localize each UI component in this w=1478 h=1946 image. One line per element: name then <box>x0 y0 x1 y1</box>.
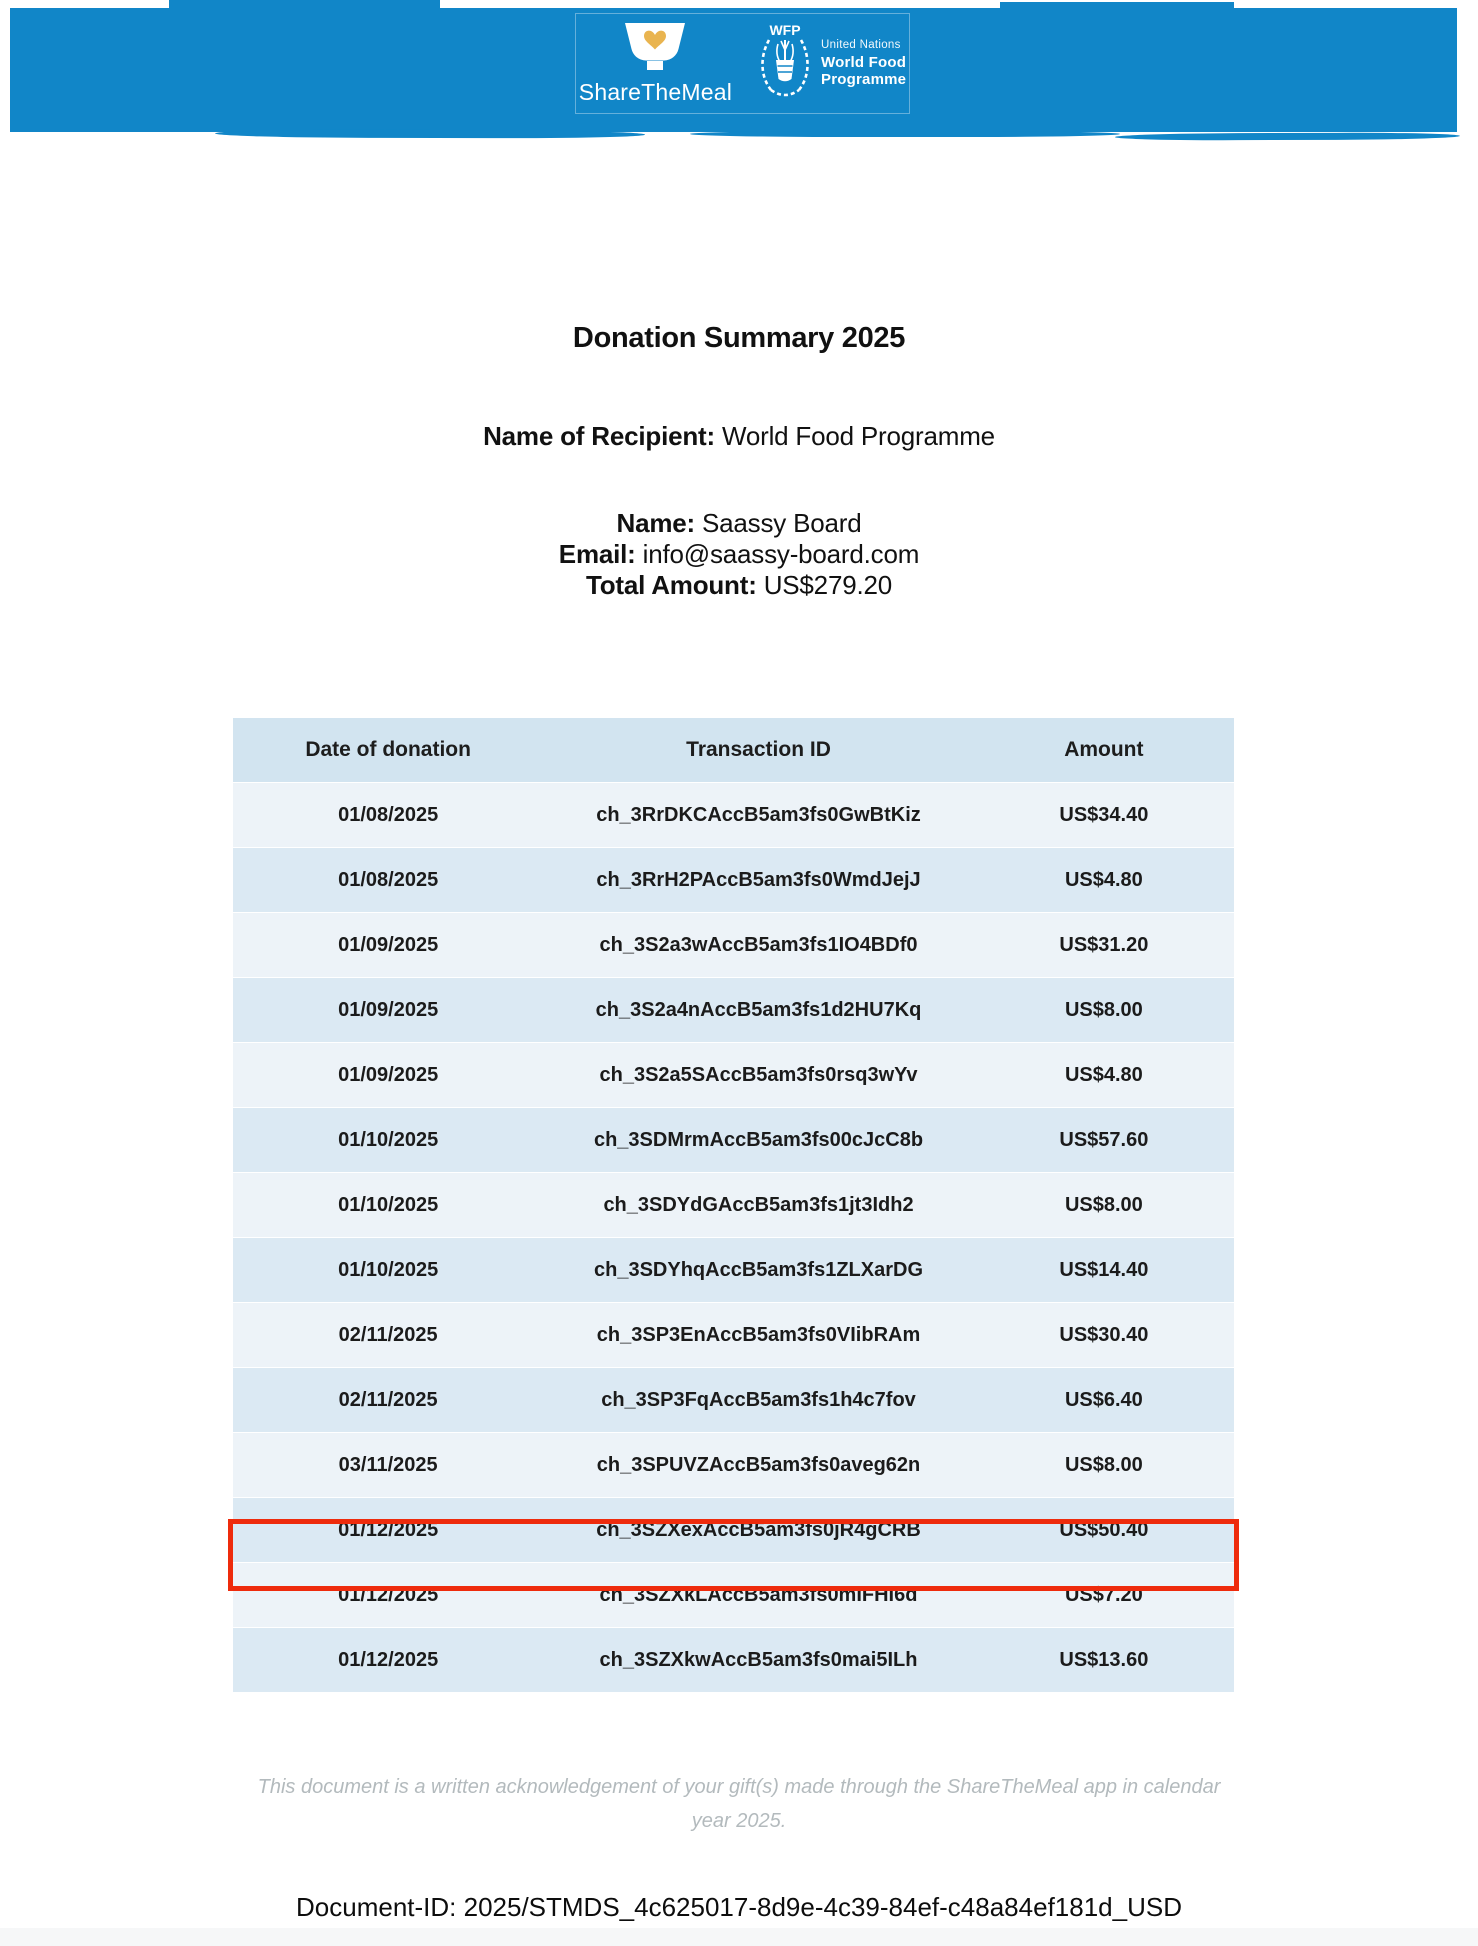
table-row <box>233 1563 1234 1628</box>
date-cell: 03/11/2025 <box>233 1433 543 1498</box>
wfp-united-nations-label: United Nations <box>821 39 901 51</box>
amount-cell: US$8.00 <box>974 1433 1234 1498</box>
header-transaction-id: Transaction ID <box>543 718 973 783</box>
amount-cell: US$30.40 <box>974 1303 1234 1368</box>
email-value: info@saassy-board.com <box>642 539 920 569</box>
brush-streak <box>215 129 645 138</box>
table-row <box>233 1628 1234 1693</box>
amount-cell: US$8.00 <box>974 1173 1234 1238</box>
date-cell: 02/11/2025 <box>233 1303 543 1368</box>
amount-cell: US$7.20 <box>974 1563 1234 1628</box>
table-row <box>233 1303 1234 1368</box>
donor-name-line <box>0 508 1478 539</box>
transaction-id-cell: ch_3SDMrmAccB5am3fs00cJcC8b <box>543 1108 973 1173</box>
acknowledgement-note-line1: This document is a written acknowledgement of your gift(s) made through the ShareTheMeal app in calendar <box>257 1776 1221 1798</box>
amount-cell: US$8.00 <box>974 978 1234 1043</box>
transaction-id-cell: ch_3SP3FqAccB5am3fs1h4c7fov <box>543 1368 973 1433</box>
transaction-id-cell: ch_3SPUVZAccB5am3fs0aveg62n <box>543 1433 973 1498</box>
wfp-logo <box>758 22 906 106</box>
table-row <box>233 1173 1234 1238</box>
wfp-programme-label: Programme <box>821 71 907 88</box>
header-logo-box <box>575 13 910 114</box>
amount-cell: US$34.40 <box>974 783 1234 848</box>
amount-cell: US$57.60 <box>974 1108 1234 1173</box>
wfp-world-food-label: World Food <box>821 54 907 71</box>
transaction-id-cell: ch_3SDYhqAccB5am3fs1ZLXarDG <box>543 1238 973 1303</box>
acknowledgement-note-line2: year 2025. <box>691 1810 787 1832</box>
donor-info-block <box>0 508 1478 601</box>
donation-table <box>233 718 1234 1692</box>
amount-cell: US$6.40 <box>974 1368 1234 1433</box>
page-bottom-edge <box>0 1928 1478 1946</box>
transaction-id-cell: ch_3SZXkwAccB5am3fs0mai5ILh <box>543 1628 973 1693</box>
name-value: Saassy Board <box>702 508 862 538</box>
bowl-heart-icon <box>623 22 687 78</box>
transaction-id-cell: ch_3S2a3wAccB5am3fs1IO4BDf0 <box>543 913 973 978</box>
transaction-id-cell: ch_3RrH2PAccB5am3fs0WmdJejJ <box>543 848 973 913</box>
donor-email-line <box>0 539 1478 570</box>
svg-text:WFP: WFP <box>769 21 801 38</box>
table-row <box>233 1043 1234 1108</box>
recipient-label: Name of Recipient: <box>483 421 715 451</box>
header-band-top-left <box>169 0 440 14</box>
date-cell: 02/11/2025 <box>233 1368 543 1433</box>
date-cell: 01/09/2025 <box>233 978 543 1043</box>
table-row <box>233 1498 1234 1563</box>
sharethemeal-wordmark: ShareTheMeal <box>578 78 733 105</box>
table-row <box>233 1433 1234 1498</box>
amount-cell: US$4.80 <box>974 1043 1234 1108</box>
name-label: Name: <box>616 508 695 538</box>
page-title: Donation Summary 2025 <box>572 322 906 354</box>
donation-table-body <box>233 783 1234 1693</box>
transaction-id-cell: ch_3S2a5SAccB5am3fs0rsq3wYv <box>543 1043 973 1108</box>
brush-streak <box>690 131 1120 137</box>
amount-cell: US$31.20 <box>974 913 1234 978</box>
date-cell: 01/09/2025 <box>233 913 543 978</box>
table-row <box>233 1108 1234 1173</box>
document-id: Document-ID: 2025/STMDS_4c625017-8d9e-4c39-84ef-c48a84ef181d_USD <box>296 1892 1182 1922</box>
header-amount: Amount <box>974 718 1234 783</box>
amount-cell: US$4.80 <box>974 848 1234 913</box>
wfp-wordmark <box>821 39 906 88</box>
table-row <box>233 913 1234 978</box>
brush-streak <box>1115 132 1460 140</box>
date-cell: 01/12/2025 <box>233 1498 543 1563</box>
date-cell: 01/08/2025 <box>233 783 543 848</box>
total-value: US$279.20 <box>763 570 893 600</box>
amount-cell: US$50.40 <box>974 1498 1234 1563</box>
transaction-id-cell: ch_3RrDKCAccB5am3fs0GwBtKiz <box>543 783 973 848</box>
table-header-row <box>233 718 1234 783</box>
total-label: Total Amount: <box>585 570 757 600</box>
sharethemeal-logo <box>579 22 732 106</box>
table-row <box>233 1238 1234 1303</box>
date-cell: 01/09/2025 <box>233 1043 543 1108</box>
table-row <box>233 848 1234 913</box>
recipient-value: World Food Programme <box>721 421 995 451</box>
email-label: Email: <box>558 539 636 569</box>
transaction-id-cell: ch_3SP3EnAccB5am3fs0VIibRAm <box>543 1303 973 1368</box>
amount-cell: US$13.60 <box>974 1628 1234 1693</box>
amount-cell: US$14.40 <box>974 1238 1234 1303</box>
date-cell: 01/10/2025 <box>233 1173 543 1238</box>
date-cell: 01/10/2025 <box>233 1238 543 1303</box>
transaction-id-cell: ch_3S2a4nAccB5am3fs1d2HU7Kq <box>543 978 973 1043</box>
date-cell: 01/12/2025 <box>233 1628 543 1693</box>
date-cell: 01/12/2025 <box>233 1563 543 1628</box>
table-row <box>233 978 1234 1043</box>
header-date-of-donation: Date of donation <box>233 718 543 783</box>
total-amount-line <box>0 570 1478 601</box>
transaction-id-cell: ch_3SZXexAccB5am3fs0jR4gCRB <box>543 1498 973 1563</box>
donation-table-wrap <box>233 718 1234 1692</box>
transaction-id-cell: ch_3SZXkLAccB5am3fs0mIFHI6d <box>543 1563 973 1628</box>
date-cell: 01/10/2025 <box>233 1108 543 1173</box>
header-band-top-right <box>1000 2 1234 14</box>
table-row <box>233 783 1234 848</box>
transaction-id-cell: ch_3SDYdGAccB5am3fs1jt3Idh2 <box>543 1173 973 1238</box>
date-cell: 01/08/2025 <box>233 848 543 913</box>
acknowledgement-note <box>0 1770 1478 1838</box>
wfp-emblem-icon <box>758 22 812 106</box>
recipient-line <box>0 421 1478 452</box>
table-row <box>233 1368 1234 1433</box>
